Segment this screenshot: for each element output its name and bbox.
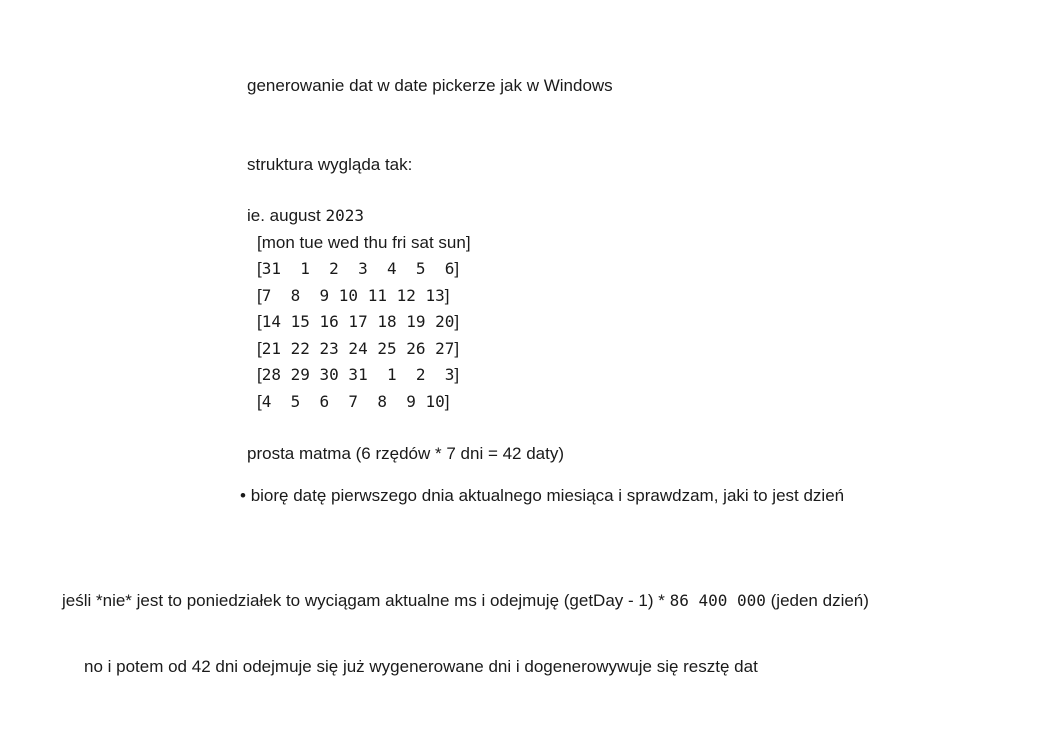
calendar-row-6: [4 5 6 7 8 9 10] xyxy=(257,392,450,411)
calendar-row-values: 28 29 30 31 1 2 3 xyxy=(261,365,455,384)
math-note: prosta matma (6 rzędów * 7 dni = 42 daty) xyxy=(247,444,565,463)
calendar-row-values: 14 15 16 17 18 19 20 xyxy=(261,312,455,331)
calendar-row-values: 31 1 2 3 4 5 6 xyxy=(261,259,455,278)
bullet-text: biorę datę pierwszego dnia aktualnego miesiąca i sprawdzam, jaki to jest dzień xyxy=(250,486,845,505)
calendar-row-values: 7 8 9 10 11 12 13 xyxy=(261,286,445,305)
final-note: no i potem od 42 dni odejmuje się już wygenerowane dni i dogenerowywuje się resztę dat xyxy=(84,657,758,676)
calendar-row-2: [7 8 9 10 11 12 13] xyxy=(257,286,450,305)
monday-note: jeśli *nie* jest to poniedziałek to wyciągam aktualne ms i odejmuję (getDay - 1) * 86 400 000 (jeden dzień) xyxy=(62,591,869,610)
calendar-row-1: [31 1 2 3 4 5 6] xyxy=(257,259,460,278)
calendar-row-values: 4 5 6 7 8 9 10 xyxy=(261,392,445,411)
structure-intro: struktura wygląda tak: xyxy=(247,155,413,174)
example-label xyxy=(247,206,364,226)
calendar-row-5: [28 29 30 31 1 2 3] xyxy=(257,365,460,384)
example-month: ie. august xyxy=(247,206,326,225)
calendar-row-values: 21 22 23 24 25 26 27 xyxy=(261,339,455,358)
bullet-marker: • xyxy=(240,486,246,505)
calendar-row-4: [21 22 23 24 25 26 27] xyxy=(257,339,460,358)
page-title: generowanie dat w date pickerze jak w Windows xyxy=(247,76,613,95)
weekday-header-row: [mon tue wed thu fri sat sun] xyxy=(257,233,471,252)
calendar-row-3: [14 15 16 17 18 19 20] xyxy=(257,312,460,331)
ms-per-day-value: 86 400 000 xyxy=(669,591,766,610)
bullet-item xyxy=(240,486,844,506)
example-year: 2023 xyxy=(325,206,364,225)
